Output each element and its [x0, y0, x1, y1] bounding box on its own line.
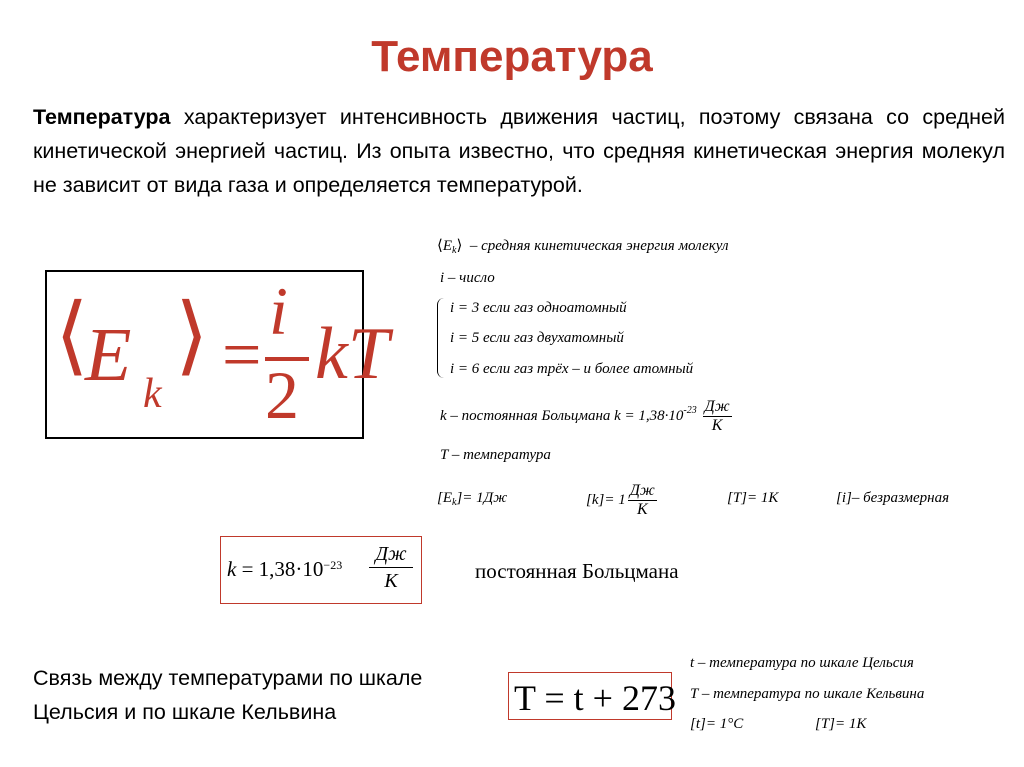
unit-k-den: К	[636, 501, 648, 518]
unit-Ek-value: = 1Дж	[462, 490, 508, 506]
right-angle-bracket: ⟩	[175, 285, 209, 385]
left-angle-bracket: ⟨	[55, 285, 89, 385]
unit-T-value: = 1К	[747, 490, 779, 506]
legend-i5: i = 5 если газ двухатомный	[450, 330, 624, 346]
legend-i: i – число	[440, 270, 495, 286]
formula-E: E	[85, 313, 132, 397]
boltzmann-formula: $k = 1,38\cdot 10^{-23}$	[227, 557, 343, 581]
legend-ek: $⟨E_k⟩$ – средняя кинетическая энергия молекул	[437, 238, 729, 256]
boltzmann-exp: −23	[323, 558, 343, 572]
legend-k-unit	[703, 398, 732, 435]
unit-i: [i]– безразмерная	[836, 490, 950, 506]
legend-ek-desc: – средняя кинетическая энергия молекул	[469, 238, 729, 254]
bottom-line-2: Цельсия и по шкале Кельвина	[33, 700, 337, 724]
legend-k-unit-num: Дж	[704, 398, 730, 415]
temperature-equation: T = t + 273	[514, 678, 676, 718]
t-description: t – температура по шкале Цельсия	[690, 655, 914, 671]
intro-paragraph	[33, 100, 1005, 202]
t-unit: [t]= 1°C	[690, 716, 744, 732]
unit-k-num: Дж	[629, 482, 655, 499]
t-unit-value: = 1°C	[705, 716, 744, 732]
bottom-text	[33, 661, 422, 729]
formula-denominator: 2	[265, 357, 299, 433]
formula-sub-k: k	[143, 371, 162, 417]
T-unit-value: = 1K	[835, 716, 867, 732]
main-formula-box	[45, 270, 389, 439]
formula-numerator: i	[269, 273, 288, 349]
page-title: Температура	[371, 32, 653, 81]
boltzmann-formula-box	[220, 536, 422, 604]
bottom-line-1: Связь между температурами по шкале	[33, 666, 423, 690]
legend-T: T – температура	[440, 447, 551, 463]
legend-k-unit-den: К	[711, 417, 723, 434]
T-description: T – температура по шкале Кельвина	[690, 686, 925, 702]
unit-k-frac	[628, 482, 657, 519]
intro-bold-term: Температура	[33, 105, 171, 129]
legend-i6: i = 6 если газ трёх – и более атомный	[450, 361, 694, 377]
unit-k: [k]= 1 $\frac{Дж}{К}$	[586, 482, 655, 518]
legend-k	[440, 398, 734, 435]
legend-i3: i = 3 если газ одноатомный	[450, 300, 627, 316]
T-unit: [T]= 1K	[815, 716, 867, 732]
boltzmann-unit-num: Дж	[369, 541, 413, 568]
legend-k-exp: -23	[683, 404, 697, 416]
boltzmann-unit-den: К	[384, 570, 398, 592]
intro-text: характеризует интенсивность движения частиц, поэтому связана со средней кинетической энергией частиц. Из опыта известно, что средняя кинетическая энергия молекул не зависит от вида газа и определяется температурой.	[33, 105, 1005, 197]
unit-k-pre: = 1	[604, 491, 626, 508]
unit-Ek: $[E_k]= 1Дж$	[437, 490, 508, 508]
unit-i-value: – безразмерная	[851, 490, 950, 506]
legend-k-text: k – постоянная Больцмана k = 1,38·10	[440, 407, 684, 424]
unit-T: [T]= 1К	[727, 490, 779, 506]
temperature-equation-box	[508, 672, 676, 720]
formula-kT: kT	[315, 313, 389, 395]
boltzmann-name: постоянная Больцмана	[475, 559, 679, 583]
formula-equals: =	[222, 317, 262, 394]
legend-brace	[437, 298, 444, 378]
boltzmann-unit	[369, 541, 413, 594]
